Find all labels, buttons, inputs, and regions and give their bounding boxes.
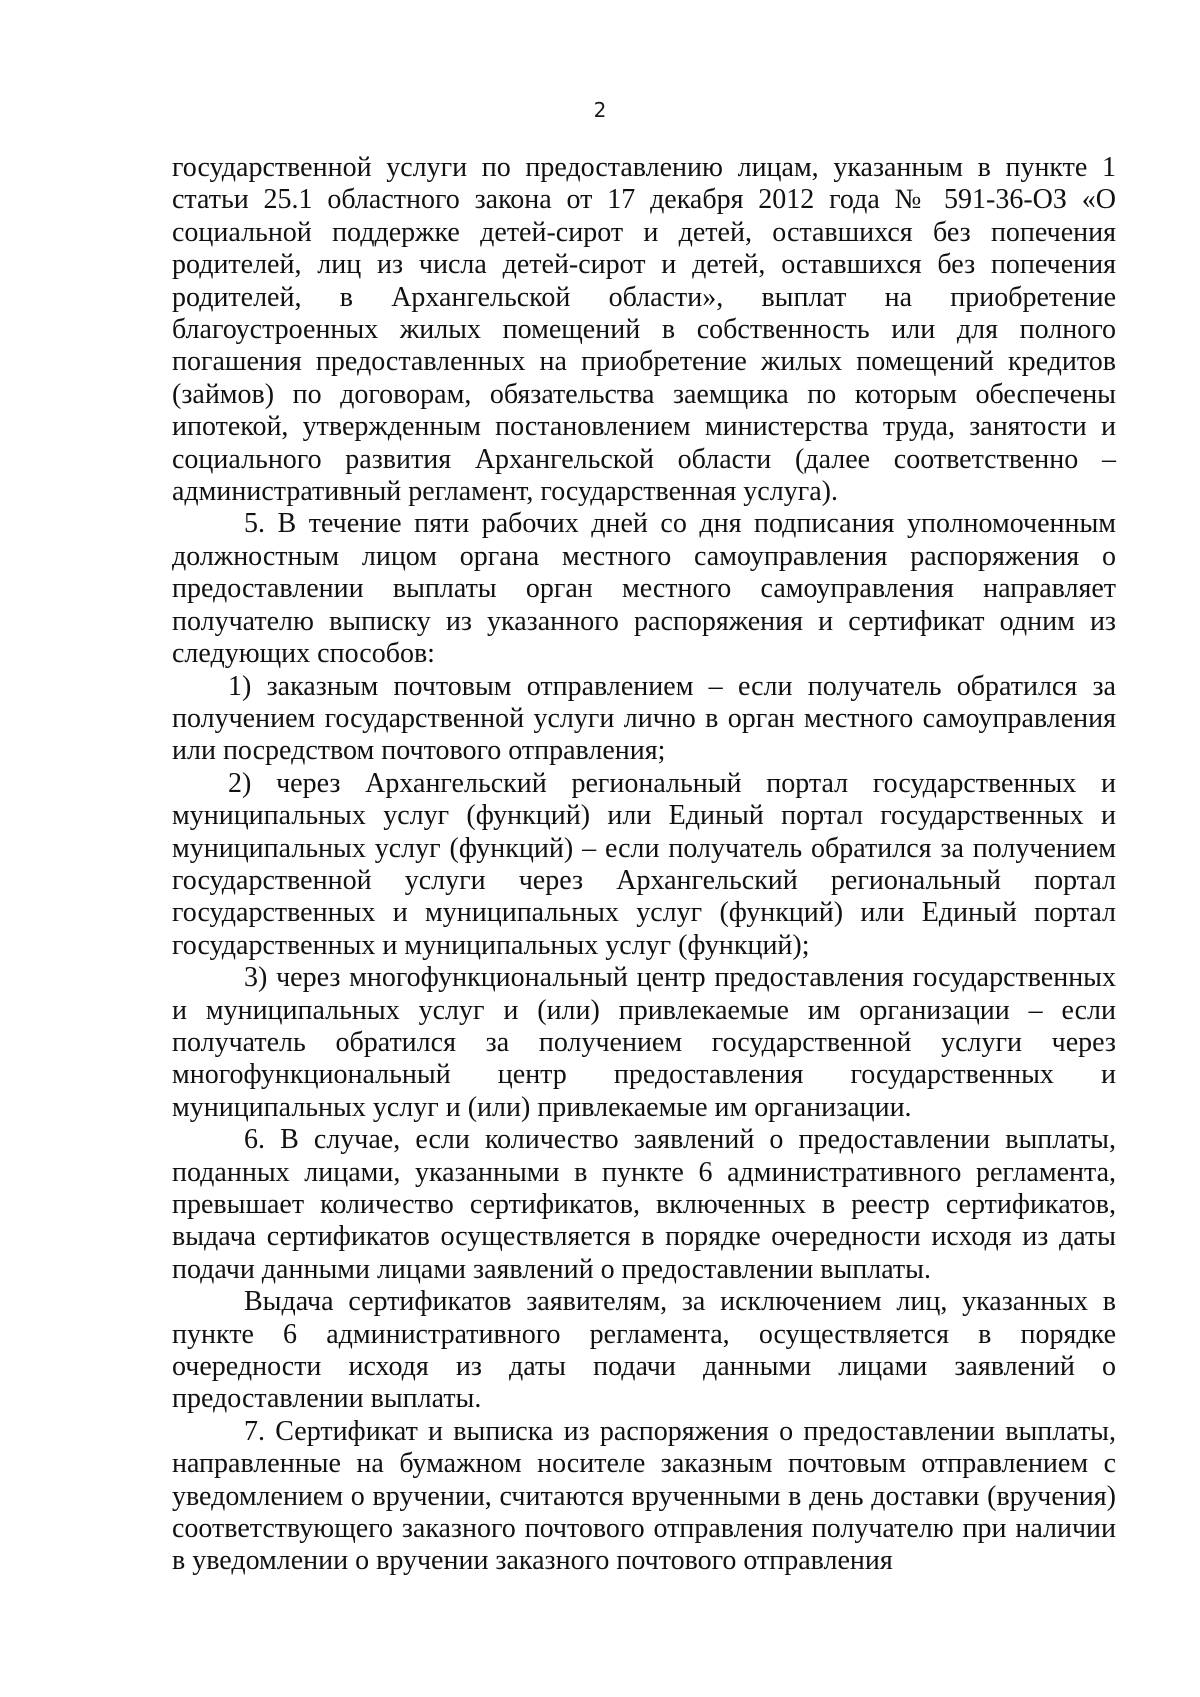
document-body	[172, 152, 1116, 1578]
paragraph-item-6: 6. В случае, если количество заявлений о предоставлении выплаты, поданных лицами, указанными в пункте 6 административного регламента, превышает количество сертификатов, включенных в реестр сертификатов, выдача сертификатов осуществляется в порядке очередности исходя из даты подачи данными лицами заявлений о предоставлении выплаты.	[172, 1124, 1116, 1285]
subparagraph-2: 2) через Архангельский региональный портал государственных и муниципальных услуг (функций) или Единый портал государственных и муниципальных услуг (функций) – если получатель обратился за получением государственной услуги через Архангельский региональный портал государственных и муниципальных услуг (функций) или Единый портал государственных и муниципальных услуг (функций);	[172, 767, 1116, 961]
subparagraph-3: 3) через многофункциональный центр предоставления государственных и муниципальных услуг и (или) привлекаемые им организации – если получатель обратился за получением государственной услуги через многофункциональный центр предоставления государственных и муниципальных услуг и (или) привлекаемые им организации.	[172, 962, 1116, 1123]
paragraph-issuance: Выдача сертификатов заявителям, за исключением лиц, указанных в пункте 6 административного регламента, осуществляется в порядке очередности исходя из даты подачи данными лицами заявлений о предоставлении выплаты.	[172, 1286, 1116, 1415]
subparagraph-1: 1) заказным почтовым отправлением – если получатель обратился за получением государственной услуги лично в орган местного самоуправления или посредством почтового отправления;	[172, 670, 1116, 767]
paragraph-continuation: государственной услуги по предоставлению лицам, указанным в пункте 1 статьи 25.1 областного закона от 17 декабря 2012 года № 591-36-ОЗ «О социальной поддержке детей-сирот и детей, оставшихся без попечения родителей, лиц из числа детей-сирот и детей, оставшихся без попечения родителей, в Архангельской области», выплат на приобретение благоустроенных жилых помещений в собственность или для полного погашения предоставленных на приобретение жилых помещений кредитов (займов) по договорам, обязательства заемщика по которым обеспечены ипотекой, утвержденным постановлением министерства труда, занятости и социального развития Архангельской области (далее соответственно – административный регламент, государственная услуга).	[172, 152, 1116, 508]
page-number: 2	[593, 98, 607, 122]
paragraph-item-7: 7. Сертификат и выписка из распоряжения о предоставлении выплаты, направленные на бумажном носителе заказным почтовым отправлением с уведомлением о вручении, считаются врученными в день доставки (вручения) соответствующего заказного почтового отправления получателю при наличии в уведомлении о вручении заказного почтового отправления	[172, 1415, 1116, 1577]
paragraph-item-5: 5. В течение пяти рабочих дней со дня подписания уполномоченным должностным лицом органа местного самоуправления распоряжения о предоставлении выплаты орган местного самоуправления направляет получателю выписку из указанного распоряжения и сертификат одним из следующих способов:	[172, 508, 1116, 670]
